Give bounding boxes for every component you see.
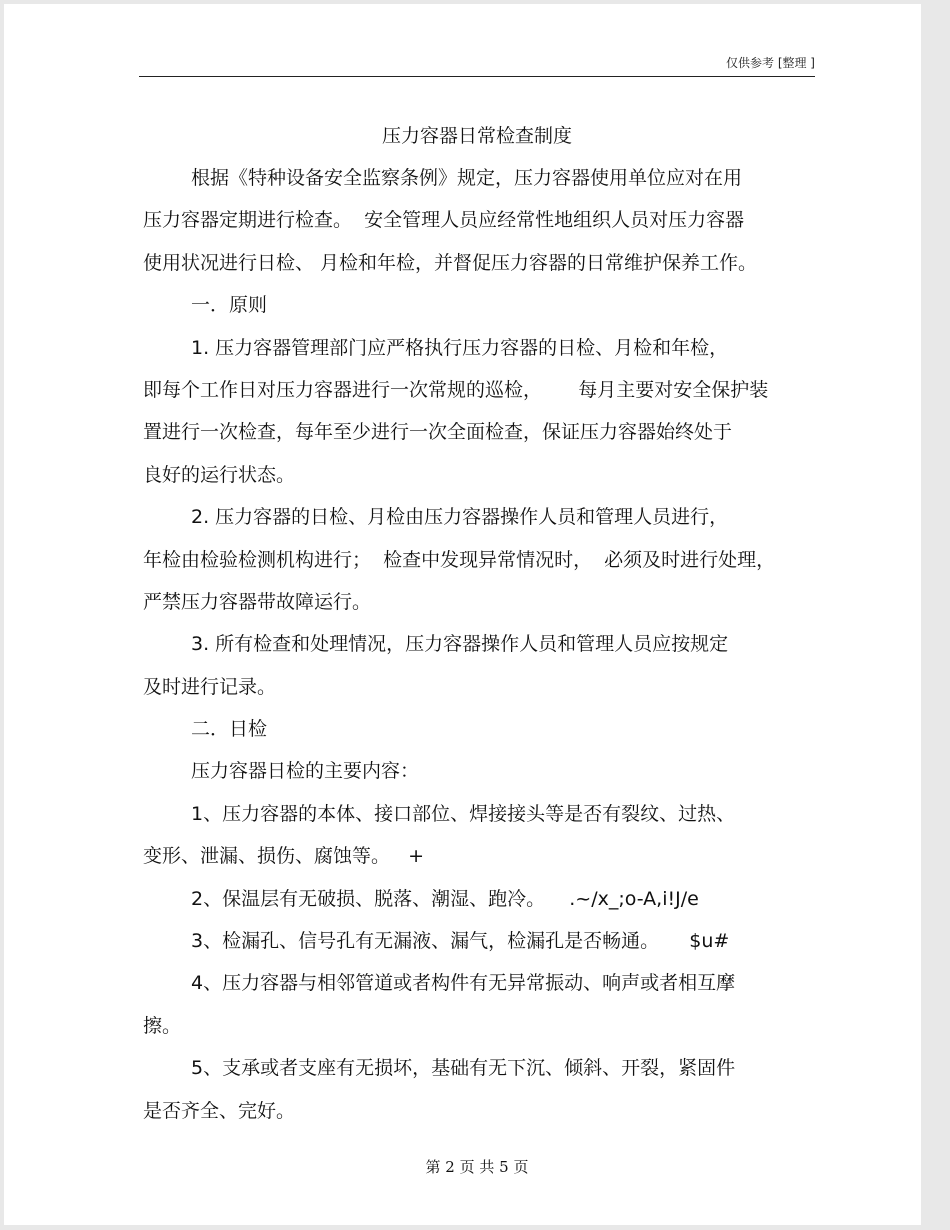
paragraph-line: 根据《特种设备安全监察条例》规定，压力容器使用单位应对在用 xyxy=(191,167,743,189)
paragraph-line: 严禁压力容器带故障运行。 xyxy=(143,590,372,613)
paragraph-line: 使用状况进行日检、 月检和年检，并督促压力容器的日常维护保养工作。 xyxy=(143,251,758,274)
body-text xyxy=(143,157,815,1132)
header-note: 仅供参考 [整理 ] xyxy=(726,56,815,70)
header-rule xyxy=(139,76,815,77)
document-page xyxy=(4,4,921,1225)
section-heading: 二．日检 xyxy=(191,718,268,741)
paragraph-line: 年检由检验检测机构进行； 检查中发现异常情况时， 必须及时进行处理， xyxy=(143,548,776,571)
list-item: 5、支承或者支座有无损坏，基础有无下沉、倾斜、开裂，紧固件 xyxy=(191,1057,736,1080)
paragraph-line: 是否齐全、完好。 xyxy=(143,1099,296,1122)
list-item: 3、检漏孔、信号孔有无漏液、漏气，检漏孔是否畅通。 $u# xyxy=(191,930,730,953)
paragraph-line: 3. 所有检查和处理情况，压力容器操作人员和管理人员应按规定 xyxy=(191,633,729,656)
section-heading: 一．原则 xyxy=(191,294,268,317)
list-item: 1、压力容器的本体、接口部位、焊接接头等是否有裂纹、过热、 xyxy=(191,802,736,825)
paragraph-line: 及时进行记录。 xyxy=(143,675,277,698)
paragraph-line: 即每个工作日对压力容器进行一次常规的巡检， 每月主要对安全保护装 xyxy=(143,378,769,401)
paragraph-line: 2. 压力容器的日检、月检由压力容器操作人员和管理人员进行， xyxy=(191,506,729,529)
document-title: 压力容器日常检查制度 xyxy=(381,125,572,147)
paragraph-line: 1. 压力容器管理部门应严格执行压力容器的日检、月检和年检， xyxy=(191,336,729,359)
paragraph-line: 压力容器定期进行检查。 安全管理人员应经常性地组织人员对压力容器 xyxy=(143,209,745,232)
paragraph-line: 变形、泄漏、损伤、腐蚀等。 + xyxy=(143,845,425,868)
paragraph-line: 置进行一次检查，每年至少进行一次全面检查，保证压力容器始终处于 xyxy=(143,421,733,444)
paragraph-line: 擦。 xyxy=(143,1014,182,1037)
paragraph-line: 良好的运行状态。 xyxy=(143,463,296,486)
list-item: 4、压力容器与相邻管道或者构件有无异常振动、响声或者相互摩 xyxy=(191,972,736,995)
list-item: 2、保温层有无破损、脱落、潮湿、跑冷。 .~/x_;o-A,i!J/e xyxy=(191,887,699,910)
paragraph-line: 压力容器日检的主要内容： xyxy=(191,760,420,783)
page-number: 第 2 页 共 5 页 xyxy=(425,1158,529,1176)
